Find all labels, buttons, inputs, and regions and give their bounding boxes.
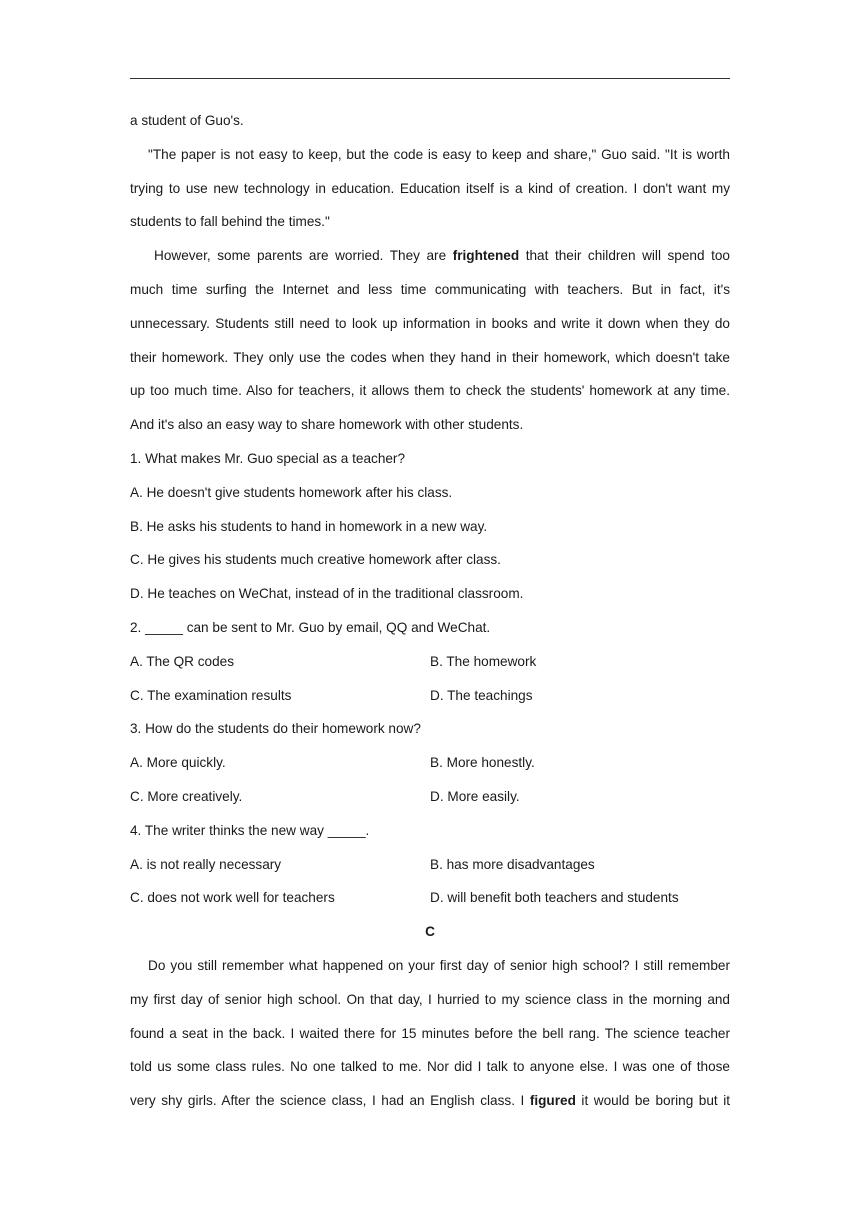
question-4-options-row-2	[130, 881, 730, 915]
question-1-stem: 1. What makes Mr. Guo special as a teacher?	[130, 450, 406, 466]
question-3-option-c: C. More creatively.	[130, 788, 243, 804]
text-run: However, some parents are worried. They are	[154, 248, 453, 264]
text-run: that their children will spend too	[519, 248, 730, 264]
question-4-options-row-1	[130, 848, 730, 882]
question-1-option-b: B. He asks his students to hand in homework in a new way.	[130, 518, 488, 534]
text-run: very shy girls. After the science class, I had an English class. I	[130, 1093, 530, 1109]
text-line: unnecessary. Students still need to look up information in books and write it down when they do	[130, 315, 730, 331]
text-line: told us some class rules. No one talked to me. Nor did I talk to anyone else. I was one of those	[130, 1059, 730, 1075]
question-2-options-row-1	[130, 645, 730, 679]
question-1-option-a: A. He doesn't give students homework after his class.	[130, 484, 453, 500]
question-2-stem: 2. _____ can be sent to Mr. Guo by email, QQ and WeChat.	[130, 619, 491, 635]
question-3-options-row-2	[130, 780, 730, 814]
text-line: much time surfing the Internet and less time communicating with teachers. But in fact, it's	[130, 281, 730, 297]
section-heading: C	[425, 924, 435, 940]
text-line	[130, 239, 730, 273]
question-4-option-b: B. has more disadvantages	[430, 856, 595, 872]
text-line: up too much time. Also for teachers, it allows them to check the students' homework at any time.	[130, 383, 730, 399]
question-4-stem: 4. The writer thinks the new way _____.	[130, 822, 370, 838]
question-3-option-a: A. More quickly.	[130, 755, 226, 771]
page-content	[130, 104, 730, 1118]
bold-word: frightened	[452, 248, 520, 264]
text-run: it would be boring but it	[575, 1093, 731, 1109]
question-1-option-c: C. He gives his students much creative homework after class.	[130, 552, 501, 568]
question-4-option-c: C. does not work well for teachers	[130, 890, 335, 906]
question-1-option-d: D. He teaches on WeChat, instead of in the traditional classroom.	[130, 586, 524, 602]
text-line: And it's also an easy way to share homework with other students.	[130, 417, 524, 433]
text-line: students to fall behind the times."	[130, 214, 330, 230]
text-line: trying to use new technology in education. Education itself is a kind of creation. I don't want my	[130, 180, 730, 196]
question-2-option-b: B. The homework	[430, 653, 537, 669]
question-3-option-b: B. More honestly.	[430, 755, 535, 771]
question-3-stem: 3. How do the students do their homework now?	[130, 721, 421, 737]
text-line: Do you still remember what happened on your first day of senior high school? I still remember	[148, 957, 730, 973]
text-line: found a seat in the back. I waited there for 15 minutes before the bell rang. The science teacher	[130, 1025, 730, 1041]
question-2-options-row-2	[130, 679, 730, 713]
question-4-option-d: D. will benefit both teachers and students	[430, 890, 679, 906]
question-4-option-a: A. is not really necessary	[130, 856, 282, 872]
text-line	[130, 1084, 730, 1118]
text-line: a student of Guo's.	[130, 113, 244, 128]
question-2-option-a: A. The QR codes	[130, 653, 235, 669]
question-3-option-d: D. More easily.	[430, 788, 520, 804]
text-line: "The paper is not easy to keep, but the code is easy to keep and share," Guo said. "It is worth	[148, 146, 730, 162]
question-2-option-d: D. The teachings	[430, 687, 533, 703]
text-line: their homework. They only use the codes when they hand in their homework, which doesn't take	[130, 349, 730, 365]
question-2-option-c: C. The examination results	[130, 687, 292, 703]
bold-word: figured	[529, 1093, 576, 1109]
header-rule	[130, 78, 730, 79]
question-3-options-row-1	[130, 746, 730, 780]
text-line: my first day of senior high school. On that day, I hurried to my science class in the morning and	[130, 991, 730, 1007]
